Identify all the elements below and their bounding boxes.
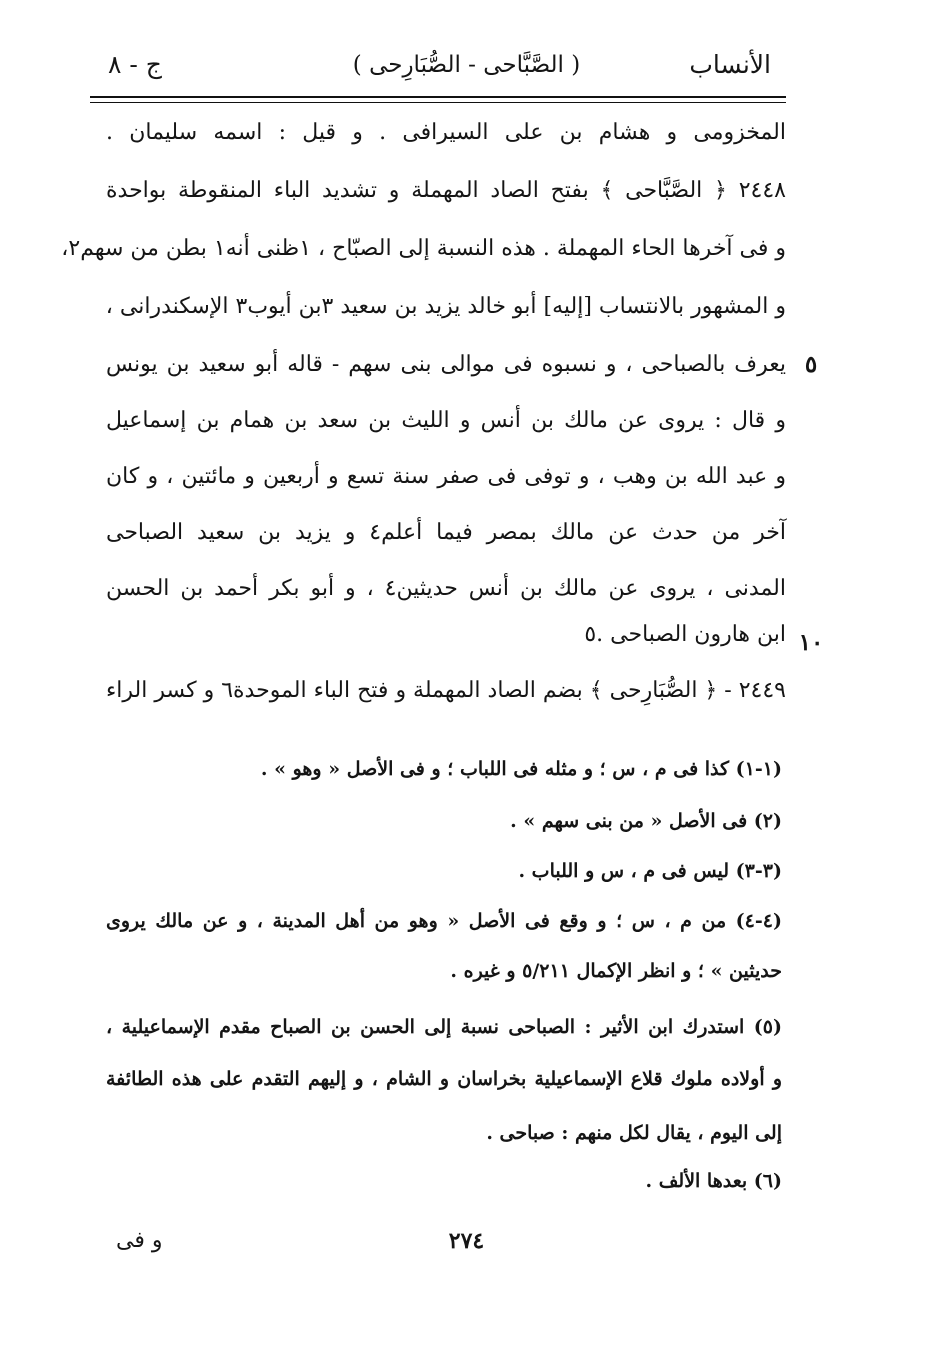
page-number: ٢٧٤ [448,1228,485,1254]
body-line-1: المخزومى و هشام بن على السيرافى . و قيل : اسمه سليمان . [106,120,786,145]
body-line-5: يعرف بالصباحى ، و نسبوه فى موالى بنى سهم - قاله أبو سعيد بن يونس [106,352,786,377]
body-line-2: ٢٤٤٨ ﴿ الصَّبَّاحى ﴾ بفتح الصاد المهملة و تشديد الباء المنقوطة بواحدة [106,178,786,203]
header-rule [90,96,786,98]
body-line-8: آخر من حدث عن مالك بمصر فيما أعلم٤ و يزيد بن سعيد الصباحى [106,520,786,545]
header-rule-thin [90,102,786,103]
body-line-6: و قال : يروى عن مالك بن أنس و الليث بن سعد بن همام بن إسماعيل [106,408,786,433]
footnote-4-line-2: حديثين » ؛ و انظر الإكمال ٥/٢١١ و غيره . [450,960,782,982]
footnote-6: (٦) بعدها الألف . [645,1170,782,1192]
body-line-4: و المشهور بالانتساب [إليه] أبو خالد يزيد بن سعيد ٣بن أيوب٣ الإسكندرانى ، [105,294,786,319]
footnote-4-line-1: (٤-٤) من م ، س ؛ و وقع فى الأصل « وهو من أهل المدينة ، و عن مالك يروى [106,910,782,932]
footnote-3: (٣-٣) ليس فى م ، س و اللباب . [518,860,782,882]
body-line-11: ٢٤٤٩ - ﴿ الصُّبَارِحى ﴾ بضم الصاد المهملة و فتح الباء الموحدة٦ و كسر الراء [105,678,786,703]
footnote-5-line-1: (٥) استدرك ابن الأثير : الصباحى نسبة إلى الحسن بن الصباح مقدم الإسماعيلية ، [106,1016,782,1038]
body-line-3: و فى آخرها الحاء المهملة . هذه النسبة إلى الصبّاح ، ١ظنى أنه١ بطن من سهم٢، [61,236,786,261]
body-line-9: المدنى ، يروى عن مالك بن أنس حديثين٤ ، و أبو بكر أحمد بن الحسن [106,576,786,601]
running-title-center: ( الصَّبَّاحى - الصُّبَارِحى ) [352,52,581,78]
footnote-2: (٢) فى الأصل « من بنى سهم » . [510,810,782,832]
line-number-10: ١٠ [798,629,824,656]
volume-number: ج - ٨ [108,50,162,79]
catchword: و فى [116,1228,163,1253]
running-title-right: الأنساب [689,50,771,79]
body-line-10: ابن هارون الصباحى .٥ [584,622,786,647]
body-line-7: و عبد الله بن وهب ، و توفى فى صفر سنة تسع و أربعين و مائتين ، و كان [106,464,786,489]
line-number-5: ٥ [804,351,818,378]
footnote-1: (١-١) كذا فى م ، س ؛ و مثله فى اللباب ؛ و فى الأصل « وهو » . [260,758,782,780]
footnote-5-line-3: إلى اليوم ، يقال لكل منهم : صباحى . [486,1122,782,1144]
footnote-5-line-2: و أولاده ملوك قلاع الإسماعيلية بخراسان و الشام ، و إليهم التقدم على هذه الطائفة [106,1068,782,1090]
